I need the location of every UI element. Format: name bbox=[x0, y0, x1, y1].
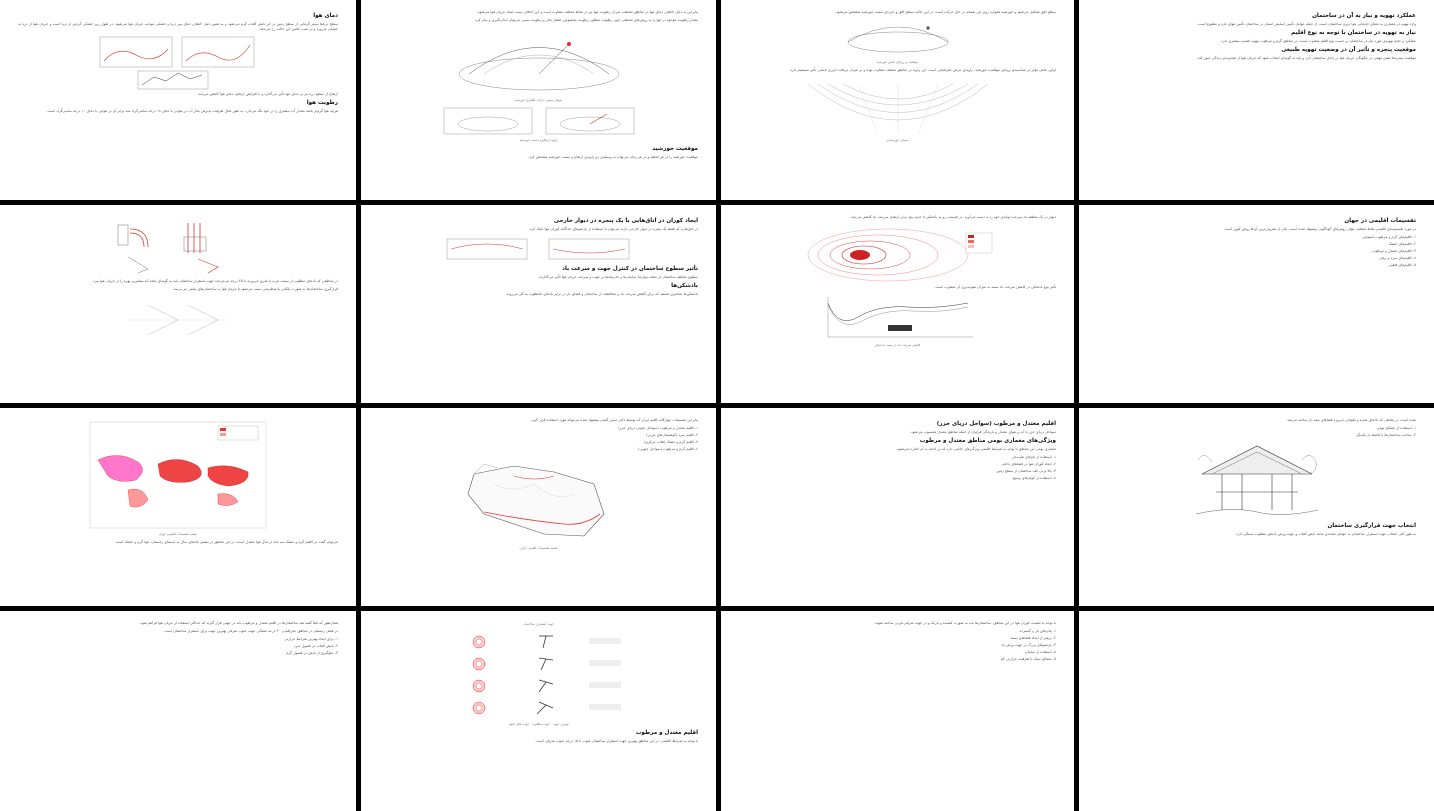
section-heading: دمای هوا bbox=[313, 13, 338, 19]
list-item: ٢- ایجاد کوران هوا در فضاهای داخلی bbox=[1001, 462, 1056, 466]
figure-sun-chart bbox=[798, 76, 998, 136]
list-item: ٣- بالا بردن کف ساختمان از سطح زمین bbox=[996, 469, 1056, 473]
section-text: قرارگیری ساختمان‌ها به صورت پلکانی یا شطرنجی سبب می‌شود تا جریان هوا به ساختمان‌های پشتی نیز برسد. bbox=[172, 287, 338, 291]
list-item: ٤- اقلیم گرم و مرطوب (سواحل جنوبی) bbox=[638, 447, 698, 451]
page-3 bbox=[721, 0, 1074, 200]
figure-window-airflow bbox=[439, 235, 639, 263]
figure-caption: نقشه تقسیمات اقلیمی ایران bbox=[519, 546, 558, 550]
section-text: شده است. در نقاطی که بادهای شدید و طولانی می‌وزد فضاهای نیمه باز ساخته می‌شد. bbox=[1286, 418, 1416, 422]
page-9 bbox=[0, 408, 356, 606]
list-item: ٣- جلوگیری از تابش در فصول گرم bbox=[286, 651, 338, 655]
section-text: عملکرد و حجم تهویه‌ی مورد نیاز در ساختمان بر حسب نوع اقلیم متفاوت است. در مناطق گرم و مرطوب تهویه اهمیت بیشتری دارد. bbox=[1220, 39, 1416, 43]
page-12 bbox=[1079, 408, 1434, 606]
list-item: ١- اقلیم‌های گرم و مرطوب استوایی bbox=[1362, 235, 1416, 239]
section-text: با توجه به اهمیت کوران هوا در این مناطق، ساختمان‌ها باید به صورت کشیده و باریک و در جهت شرقی-غربی ساخته شوند. bbox=[874, 621, 1056, 625]
section-heading: بادشکن‌ها bbox=[671, 283, 698, 289]
page-5 bbox=[0, 205, 356, 403]
section-heading: ایجاد کوران در اتاق‌هایی با یک پنجره در دیوار خارجی bbox=[553, 218, 698, 224]
figure-caption: جهت استقرار ساختمان bbox=[523, 622, 554, 626]
section-heading: عملکرد تهویه و نیاز به آن در ساختمان bbox=[1312, 13, 1416, 19]
page-10 bbox=[361, 408, 716, 606]
figure-sun-angles bbox=[439, 106, 639, 136]
section-text: اولین عامل مؤثر در محاسبه‌ی زوایای موقعیت خورشید، زاویه‌ی عرض جغرافیایی است. این زاویه در مناطق مختلف متفاوت بوده و بر میزان دریافت انرژی تابشی تأثیر مستقیم دارد. bbox=[789, 68, 1056, 72]
section-text: واژه تهویه در معماری به معنای جابجایی هوا درون ساختمان است. از جمله عوامل تأمین آسایش انسان در ساختمان تأمین هوای تازه و مطبوع است. bbox=[1197, 22, 1416, 26]
list-item: ٢- پرهیز از ایجاد فضاهای بسته bbox=[1010, 636, 1056, 640]
list-item: ١- اقلیم معتدل و مرطوب (سواحل جنوبی دریای خزر) bbox=[618, 426, 698, 430]
section-heading: انتخاب جهت قرارگیری ساختمان bbox=[1327, 523, 1416, 529]
section-text: بنابراین به دلیل اختلاف دمای هوا در مناطق مختلف، میزان رطوبت هوا نیز در نقاط مختلف متفاوت است و این اختلاف سبب ایجاد جریان هوا می‌شود. bbox=[476, 10, 698, 14]
section-text: معماری بومی این مناطق با توجه به شرایط اقلیمی ویژگی‌های خاصی دارد که در ادامه به آن اشاره می‌شود. bbox=[896, 447, 1056, 451]
section-heading: ویژگی‌های معماری بومی مناطق معتدل و مرطوب bbox=[919, 438, 1056, 444]
list-item: ٥- اقلیم‌های قطبی bbox=[1388, 263, 1416, 267]
section-text: سطح دریاها بستر گرمایی از سطح زمین در اثر تابش آفتاب گرم می‌شود و به همین دلیل اختلاف دمای بین دریا و خشکی موجب جریان هوا می‌شود. در طول روز خشکی گرم‌تر از دریا است و جریان هوا از دریا به خشکی می‌وزد و در شب عکس این حالت رخ می‌دهد. bbox=[18, 22, 338, 31]
figure-building-ventilation bbox=[108, 217, 248, 277]
section-text: همان‌طور که قبلاً گفته شد ساختمان‌ها در اقلیم معتدل و مرطوب باید در جهتی قرار گیرند که حداکثر استفاده از جریان هوا فراهم شود. bbox=[139, 621, 338, 625]
list-item: ٢- ساخت ساختمان‌ها با فاصله از یکدیگر bbox=[1356, 433, 1416, 437]
list-item: ١- استفاده از مصالح بومی bbox=[1376, 426, 1416, 430]
section-heading: تقسیمات اقلیمی در جهان bbox=[1344, 218, 1416, 224]
figure-caption: نقشه تقسیمات اقلیمی جهان bbox=[159, 532, 197, 536]
section-heading: موقعیت خورشید bbox=[652, 146, 698, 152]
figure-vernacular-house bbox=[1192, 440, 1322, 520]
section-text: در مورد تقسیم‌بندی اقلیمی نقاط مختلف جهان روش‌های گوناگونی پیشنهاد شده است. یکی از معروف‌ترین آن‌ها روش کوپن است. bbox=[1223, 227, 1416, 231]
section-text: بنابراین تقسیمات چهارگانه اقلیم ایران که توسط دکتر حسن گنجی پیشنهاد شده می‌تواند مورد استفاده قرار گیرد. bbox=[530, 418, 698, 422]
page-8 bbox=[1079, 205, 1434, 403]
section-text: موقعیت پنجره‌ها نقش مهمی در چگونگی جریان هوا در داخل ساختمان دارد و باید به گونه‌ای انتخاب شود که جریان هوا از محدوده‌ی زندگی عبور کند. bbox=[1196, 56, 1416, 60]
section-text: در فصل زمستان در مناطق جغرافیایی ۴۰ درجه شمالی جهت جنوب شرقی بهترین جهت برای استقرار ساختمان است. bbox=[163, 629, 338, 633]
section-text: در مناطقی که بادهای مطلوب از سمت غرب یا شرق می‌وزند یا ۴۵ درجه می‌چرخند جهت استقرار ساختمان باید به گونه‌ای باشد که بیشترین بهره را از جریان هوا ببرد. bbox=[92, 279, 338, 283]
figure-orientation-diagram bbox=[449, 630, 629, 720]
page-4 bbox=[1079, 0, 1434, 200]
section-text: هرچه هوا گرم‌تر باشد مقدار آب بیشتری را در خود نگه می‌دارد. به طور مثال ظرفیت پذیرش بخار آب در هوایی با دمای ۱۸ درجه سانتی‌گراد سه برابر آن در هوایی با دمای ۱۰ درجه سانتی‌گراد است. bbox=[46, 109, 338, 113]
section-text: سطوح مختلف ساختمان از جمله دیوارها، سایبان‌ها و جان‌پناه‌ها بر جهت و سرعت جریان هوا تأثیر می‌گذارند. bbox=[538, 275, 698, 279]
page-7 bbox=[721, 205, 1074, 403]
section-text: دیوار در یک منطقه باد سرعت اولیه‌ی خود را به دست می‌آورد. در قسمت رو به بادشکن تا حدود پنج برابر ارتفاع، سرعت باد کاهش می‌یابد. bbox=[850, 215, 1056, 219]
page-11 bbox=[721, 408, 1074, 606]
section-text: با توجه به شرایط اقلیمی، در این مناطق بهترین جهت استقرار ساختمان جنوب تا ۱۵ درجه جنوب شرقی است. bbox=[535, 739, 698, 743]
section-heading: رطوبت هوا bbox=[306, 100, 338, 106]
figure-caption: نمودار مسیر حرکت ظاهری خورشید bbox=[514, 98, 563, 102]
list-item: ٤- اقلیم‌های سرد و برفی bbox=[1378, 256, 1416, 260]
figure-temperature-diagram bbox=[98, 35, 258, 90]
figure-caption: نمودار خورشیدی bbox=[886, 138, 909, 142]
figure-caption: موقعیت و زوایای تابش خورشید bbox=[876, 60, 919, 64]
page-13 bbox=[0, 611, 356, 811]
figure-caption: بهترین جهت · جهت مطلوب · جهت قابل قبول bbox=[508, 722, 569, 726]
section-text: تأثیر نوع بادشکن در کاهش سرعت باد بسته به میزان نفوذپذیری آن متفاوت است. bbox=[934, 285, 1056, 289]
list-item: ٣- اقلیم‌های معتدل و مرطوب bbox=[1372, 249, 1416, 253]
figure-wind-speed-chart bbox=[818, 293, 978, 341]
section-text: بادشکن‌ها عناصری هستند که برای کاهش سرعت باد و محافظت از ساختمان و فضای باز در برابر بادهای نامطلوب به کار می‌روند. bbox=[505, 292, 698, 296]
section-text: موقعیت خورشید را در هر لحظه و در هر زمان می‌توان به وسیله‌ی دو زاویه‌ی ارتفاع و سمت خورشید مشخص کرد. bbox=[528, 155, 698, 159]
figure-caption: زاویه ارتفاع و سمت خورشید bbox=[519, 138, 558, 142]
section-heading: تأثیر سطوح ساختمان در کنترل جهت و سرعت باد bbox=[562, 266, 698, 272]
page-6 bbox=[361, 205, 716, 403]
section-text: سطح افق تشکیل می‌شود و خورشید همواره روی این صفحه در حال حرکت است. در این حالت سطح افق و دایره‌ی سمت خورشید مشخص می‌شود. bbox=[834, 10, 1056, 14]
figure-caption: کاهش سرعت باد در پشت بادشکن bbox=[874, 343, 921, 347]
list-item: ٣- اقلیم گرم و خشک (فلات مرکزی) bbox=[643, 440, 698, 444]
section-text: در اتاق‌هایی که فقط یک پنجره در دیوار خارجی دارند می‌توان با استفاده از بازشوهای جداگانه کوران هوا ایجاد کرد. bbox=[528, 227, 698, 231]
section-text: مقدار رطوبت موجود در هوا را به روش‌های مختلفی چون رطوبت مطلق، رطوبت مخصوص، فشار بخار و رطوبت نسبی می‌توان اندازه‌گیری و بیان کرد. bbox=[474, 18, 698, 22]
section-heading: اقلیم معتدل و مرطوب (سواحل دریای خزر) bbox=[936, 421, 1056, 427]
section-heading: اقلیم معتدل و مرطوب bbox=[635, 730, 698, 736]
figure-world-climate-map bbox=[88, 420, 268, 530]
figure-building-layout bbox=[118, 295, 238, 345]
list-item: ٢- اقلیم سرد (کوهستان‌های غربی) bbox=[646, 433, 698, 437]
section-heading: موقعیت پنجره و تأثیر آن در وضعیت تهویه طبیعی bbox=[1281, 47, 1416, 53]
page-14 bbox=[361, 611, 716, 811]
figure-horizon-plane bbox=[833, 18, 963, 58]
list-item: ١- استفاده از بام‌های شیب‌دار bbox=[1011, 455, 1056, 459]
page-15 bbox=[721, 611, 1074, 811]
list-item: ١- برای ایجاد بهترین شرایط حرارتی bbox=[284, 637, 338, 641]
list-item: ٢- اقلیم‌های خشک bbox=[1388, 242, 1416, 246]
list-item: ٤- استفاده از ایوان‌های وسیع bbox=[1012, 476, 1056, 480]
list-item: ٥- مصالح سبک با ظرفیت حرارتی کم bbox=[1000, 657, 1056, 661]
page-1 bbox=[0, 0, 356, 200]
figure-iran-climate-map bbox=[454, 454, 624, 544]
figure-sun-path bbox=[449, 26, 629, 96]
figure-windbreak-contours bbox=[798, 223, 998, 283]
page-2 bbox=[361, 0, 716, 200]
section-text: می‌توان گفت در اقلیم گرم و خشک سه ماه از سال هوا معتدل است. در این مناطق در بیشتر ماه‌های سال به استثنای زمستان، هوا گرم و خشک است. bbox=[114, 540, 338, 544]
list-item: ٣- بازشوهای بزرگ در جهت وزش باد bbox=[1001, 643, 1056, 647]
section-text: به طور کلی انتخاب جهت استقرار ساختمان به عوامل متعددی مانند تابش آفتاب و جهت وزش بادهای مطلوب بستگی دارد. bbox=[1235, 532, 1416, 536]
section-heading: نیاز به تهویه در ساختمان با توجه به نوع اقلیم bbox=[1291, 30, 1416, 36]
list-item: ١- پلان‌های باز و گسترده bbox=[1019, 629, 1056, 633]
page-16-blank bbox=[1079, 611, 1434, 811]
list-item: ٤- استفاده از سایبان bbox=[1025, 650, 1056, 654]
section-text: ارتفاع از سطح دریا نیز بر دمای هوا تأثیر می‌گذارد و با افزایش ارتفاع، دمای هوا کاهش می‌یابد. bbox=[197, 92, 338, 96]
list-item: ٢- تابش آفتاب در فصول سرد bbox=[293, 644, 338, 648]
section-text: سواحل دریای خزر با آب و هوای معتدل و بارندگی فراوان از جمله مناطق معتدل محسوب می‌شود. bbox=[909, 430, 1056, 434]
